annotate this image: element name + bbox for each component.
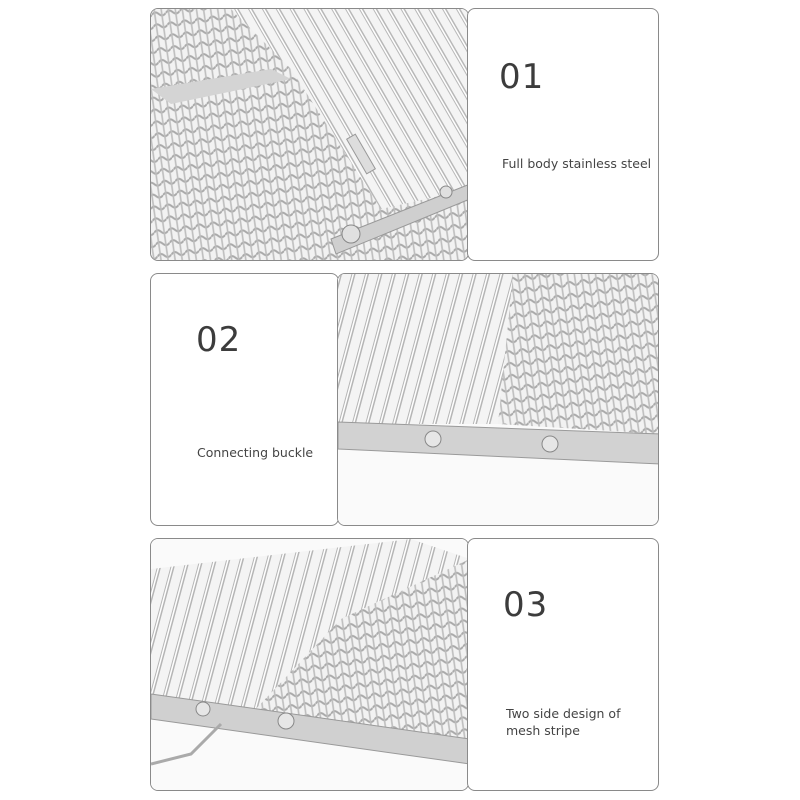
- feature-caption-line: mesh stripe: [506, 723, 580, 738]
- feature-caption: Connecting buckle: [197, 445, 314, 460]
- feature-caption: [506, 705, 620, 739]
- feature-image-2: [337, 273, 659, 526]
- feature-number: 03: [503, 585, 549, 625]
- feature-caption: Full body stainless steel: [502, 156, 652, 171]
- feature-card-3: [467, 538, 659, 791]
- feature-image-3: [150, 538, 469, 791]
- feature-image-1: [150, 8, 469, 261]
- feature-card-1: [467, 8, 659, 261]
- feature-caption-line: Two side design of: [506, 706, 621, 721]
- feature-number: 02: [196, 320, 242, 360]
- feature-number: 01: [499, 57, 545, 97]
- feature-card-2: [150, 273, 339, 526]
